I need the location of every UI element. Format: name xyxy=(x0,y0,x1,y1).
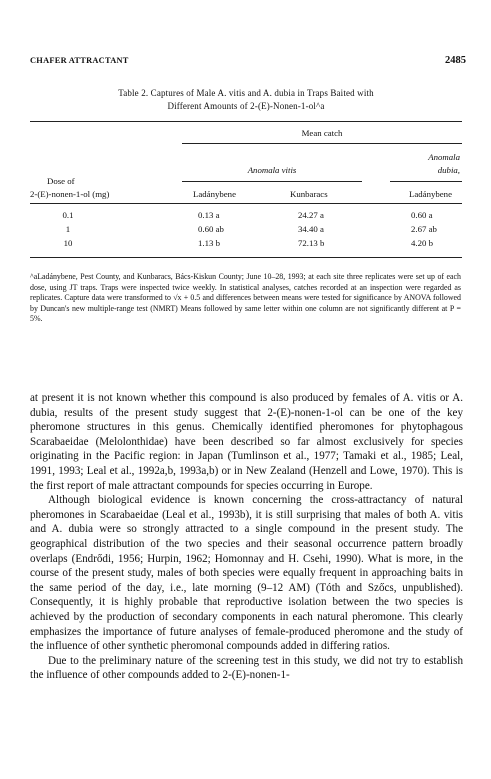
table-caption-line-1: Table 2. Captures of Male A. vitis and A. dubia in Traps Baited with xyxy=(118,88,374,98)
table-cell-vitis-kunbaracs: 72.13 b xyxy=(298,238,325,248)
table-cell-dubia-ladanybene: 0.60 a xyxy=(411,210,433,220)
body-paragraph-2: Although biological evidence is known concerning the cross-attractancy of natural pheromones in Scarabaeidae (Leal et al., 1993b), it is still surprising that males of both A. vitis and A. dubia were so strongly attracted to a single compound in the present study. The geographical distribution of the two species and their seasonal occurrence pattern broadly overlaps (Endrődi, 1956; Hurpin, 1962; Homonnay and H. Csehi, 1990). What is more, in the course of the present study, males of both species were equally frequent in approaching baits in the same period of the day, i.e., late morning (9–12 AM) (Tóth and Szőcs, unpublished). Consequently, it is highly probable that reproductive isolation between the two species is achieved by the production of secondary components in each natural pheromone. This clearly emphasizes the importance of future analyses of female-produced pheromone and the study of the influence of other synthetic pheromonal compounds added in differing ratios. xyxy=(30,494,463,653)
table-cell-vitis-ladanybene: 1.13 b xyxy=(198,238,220,248)
table-cell-vitis-ladanybene: 0.13 a xyxy=(198,210,220,220)
table-caption xyxy=(30,87,462,113)
table-top-rule xyxy=(30,121,462,122)
anomala-dubia-header-line-1: Anomala xyxy=(428,152,460,162)
body-paragraph-1: at present it is not known whether this compound is also produced by females of A. vitis or A. dubia, results of the present study suggest that 2-(E)-nonen-1-ol can be one of the key pheromone structures in this genus. Chemically identified pheromones for phytophagous Scarabaeidae (Melolonthidae) have been described so far almost exclusively for species originating in the Pacific region: in Japan (Tumlinson et al., 1977; Tamaki et al., 1985; Leal, 1991, 1993; Leal et al., 1992a,b, 1993a,b) or in New Zealand (Henzell and Lowe, 1970). This is the first report of male attractant compounds for species occurring in Europe. xyxy=(30,392,463,492)
table-cell-dubia-ladanybene: 4.20 b xyxy=(411,238,433,248)
anomala-vitis-header: Anomala vitis xyxy=(247,165,297,175)
site-header-ladanybene-vitis: Ladánybene xyxy=(193,189,236,199)
anomala-dubia-rule xyxy=(390,181,462,182)
dose-header-line-2: 2-(E)-nonen-1-ol (mg) xyxy=(30,189,110,199)
table-bottom-rule xyxy=(30,257,462,258)
table-caption-line-2: Different Amounts of 2-(E)-Nonen-1-ol^a xyxy=(167,101,325,111)
dose-header-line-1: Dose of xyxy=(47,176,75,186)
anomala-vitis-rule xyxy=(182,181,362,182)
table-cell-vitis-kunbaracs: 24.27 a xyxy=(298,210,324,220)
page-number: 2485 xyxy=(445,55,466,66)
footnote-text: ^aLadánybene, Pest County, and Kunbaracs, Bács-Kiskun County; June 10–28, 1993; at each site three replicates were set up of each dose, using JT traps. Traps were inspected twice weekly. In statistical analyses, catches recorded at an inspection were regarded as replicates. Capture data were transformed to √x + 0.5 and differences between means were tested for significance by ANOVA followed by Duncan's new multiple-range test (NMRT) Means followed by same letter within one column are not significantly different at P = 5%. xyxy=(30,272,461,323)
anomala-dubia-header-line-2: dubia, xyxy=(437,165,460,175)
table-header-rule xyxy=(30,203,462,204)
article-body xyxy=(30,391,463,683)
site-header-ladanybene-dubia: Ladánybene xyxy=(409,189,452,199)
table-cell-vitis-kunbaracs: 34.40 a xyxy=(298,224,324,234)
table-cell-dose: 1 xyxy=(65,224,71,234)
table-cell-vitis-ladanybene: 0.60 ab xyxy=(198,224,224,234)
mean-catch-rule xyxy=(182,143,462,144)
body-paragraph-3: Due to the preliminary nature of the screening test in this study, we did not try to establish the influence of other compounds added to 2-(E)-nonen-1- xyxy=(30,654,463,682)
table-cell-dose: 10 xyxy=(63,238,73,248)
table-footnote xyxy=(30,272,461,325)
table-cell-dubia-ladanybene: 2.67 ab xyxy=(411,224,437,234)
table-cell-dose: 0.1 xyxy=(62,210,74,220)
running-head xyxy=(0,56,491,68)
mean-catch-header: Mean catch xyxy=(301,128,343,138)
running-title: CHAFER ATTRACTANT xyxy=(30,56,129,65)
site-header-kunbaracs: Kunbaracs xyxy=(290,189,328,199)
